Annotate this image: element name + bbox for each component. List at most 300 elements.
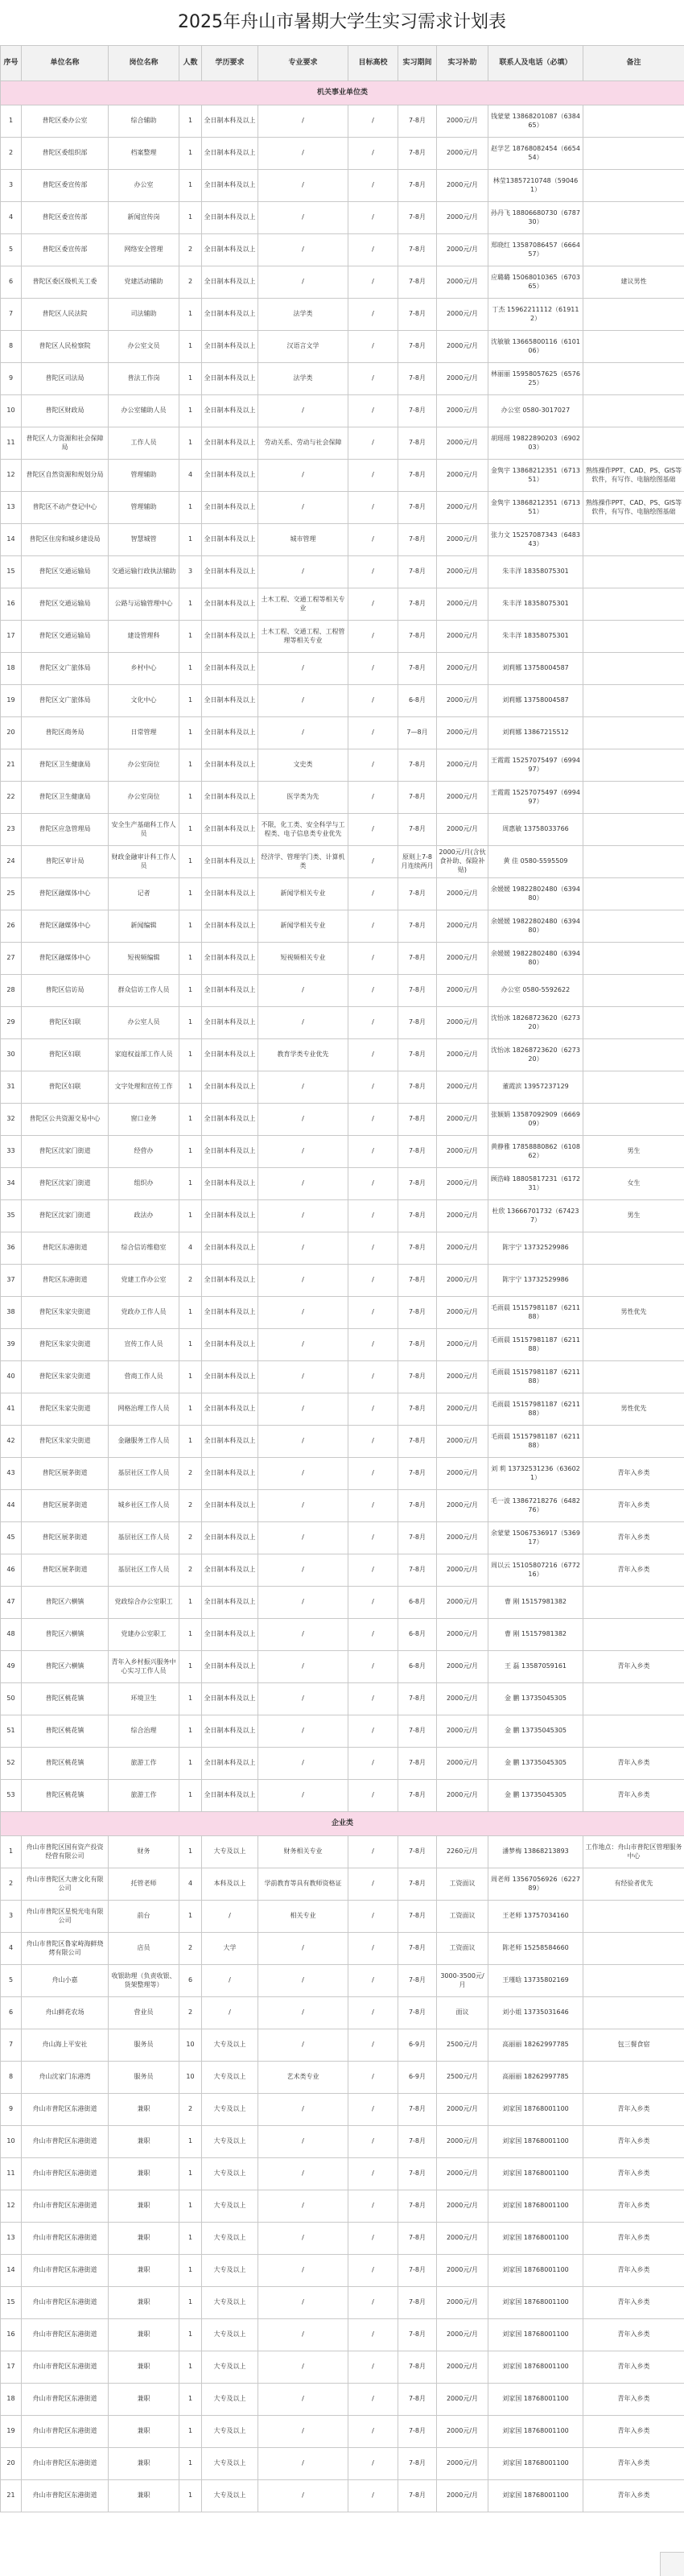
table-cell: 7-8月 [398, 460, 437, 492]
table-cell: 7-8月 [398, 266, 437, 299]
table-cell: 钱蒙蒙 13868201087（638465） [488, 105, 583, 138]
table-cell: 7-8月 [398, 299, 437, 331]
table-cell: 42 [1, 1426, 22, 1458]
table-cell: 2000元/月 [437, 621, 488, 653]
table-cell: 16 [1, 2319, 22, 2351]
table-cell: 2000元/月 [437, 1104, 488, 1136]
table-cell: 兼职 [109, 2223, 179, 2255]
scroll-corner [660, 2552, 684, 2576]
table-cell [583, 846, 684, 878]
table-cell: / [348, 2223, 398, 2255]
table-body [1, 81, 684, 2512]
table-cell: / [348, 782, 398, 814]
table-cell: 1 [179, 2351, 202, 2384]
table-cell: 2 [179, 1933, 202, 1965]
table-row [1, 910, 684, 943]
table-cell: 全日制本科及以上 [202, 556, 258, 588]
table-cell: / [348, 2158, 398, 2190]
table-cell: 10 [1, 2126, 22, 2158]
table-row [1, 1901, 684, 1933]
table-cell: 潘梦梅 13868213893 [488, 1836, 583, 1868]
table-cell: 2500元/月 [437, 2062, 488, 2094]
table-cell: 1 [179, 846, 202, 878]
table-row [1, 782, 684, 814]
table-cell: 7-8月 [398, 1868, 437, 1901]
table-cell: 16 [1, 588, 22, 621]
table-cell: 刘家国 18768001100 [488, 2448, 583, 2480]
table-cell: / [258, 2158, 348, 2190]
table-cell: 普陀区公共资源交易中心 [22, 1104, 109, 1136]
table-cell: 曹 刚 15157981382 [488, 1587, 583, 1619]
table-cell: 51 [1, 1715, 22, 1748]
table-cell [583, 1619, 684, 1651]
table-cell: 大专及以上 [202, 2384, 258, 2416]
table-cell: 5 [1, 234, 22, 266]
table-cell: / [348, 943, 398, 975]
table-cell: / [258, 1780, 348, 1812]
table-cell: 7-8月 [398, 1007, 437, 1039]
table-cell: 王霞霞 15257075497（699497） [488, 749, 583, 782]
table-cell: / [258, 2029, 348, 2062]
table-cell: 顾浩峰 18805817231（617231） [488, 1168, 583, 1200]
table-cell: 基层社区工作人员 [109, 1554, 179, 1587]
table-cell: 7-8月 [398, 878, 437, 910]
table-cell: 智慧城管 [109, 524, 179, 556]
table-cell: 2000元/月 [437, 1361, 488, 1393]
table-cell: 39 [1, 1329, 22, 1361]
table-row [1, 1265, 684, 1297]
table-cell: 刘家国 18768001100 [488, 2255, 583, 2287]
table-cell: 党建办公室职工 [109, 1619, 179, 1651]
table-cell: 18 [1, 2384, 22, 2416]
table-cell: 45 [1, 1522, 22, 1554]
table-cell: 7-8月 [398, 621, 437, 653]
table-cell: 2 [179, 234, 202, 266]
table-cell: 张力文 15257087343（648343） [488, 524, 583, 556]
table-row [1, 2190, 684, 2223]
table-cell [583, 975, 684, 1007]
table-cell: 金隽宇 13868212351（671351） [488, 492, 583, 524]
table-cell: 1 [179, 878, 202, 910]
table-row [1, 1933, 684, 1965]
table-cell: / [348, 138, 398, 170]
table-cell: 青年入乡类 [583, 2351, 684, 2384]
table-cell: 普陀区委办公室 [22, 105, 109, 138]
table-cell: 舟山市普陀区东港街道 [22, 2448, 109, 2480]
table-cell: / [348, 878, 398, 910]
table-cell: 1 [179, 1297, 202, 1329]
table-cell: 新闻学相关专业 [258, 910, 348, 943]
table-cell: 2 [1, 1868, 22, 1901]
table-cell: / [348, 1168, 398, 1200]
table-cell: 2 [179, 1997, 202, 2029]
table-cell: 普陀区应急管理局 [22, 814, 109, 846]
table-cell: 全日制本科及以上 [202, 1651, 258, 1683]
table-cell: 7-8月 [398, 749, 437, 782]
table-cell: 2000元/月 [437, 1619, 488, 1651]
table-row [1, 1619, 684, 1651]
table-cell: / [348, 2062, 398, 2094]
table-cell: / [258, 1619, 348, 1651]
table-cell: 大专及以上 [202, 2416, 258, 2448]
table-row [1, 1522, 684, 1554]
table-row [1, 588, 684, 621]
table-cell: 大专及以上 [202, 2319, 258, 2351]
column-header: 岗位名称 [109, 46, 179, 81]
column-header: 目标高校 [348, 46, 398, 81]
table-cell: 全日制本科及以上 [202, 299, 258, 331]
table-cell: 刘家国 18768001100 [488, 2480, 583, 2512]
table-cell: 13 [1, 492, 22, 524]
table-cell: 7-8月 [398, 910, 437, 943]
table-cell: 7-8月 [398, 653, 437, 685]
table-cell: 乡村中心 [109, 653, 179, 685]
table-row [1, 1104, 684, 1136]
table-cell: 2000元/月 [437, 1393, 488, 1426]
table-cell: 财务 [109, 1836, 179, 1868]
table-cell: / [348, 2287, 398, 2319]
table-cell: 7-8月 [398, 1933, 437, 1965]
table-cell: 47 [1, 1587, 22, 1619]
table-cell: 全日制本科及以上 [202, 331, 258, 363]
table-cell: 经营办 [109, 1136, 179, 1168]
table-cell: 14 [1, 524, 22, 556]
table-cell: 普陀区融媒体中心 [22, 878, 109, 910]
table-cell: 52 [1, 1748, 22, 1780]
table-cell: 2000元/月(含伙食补助、保险补贴) [437, 846, 488, 878]
column-header: 实习补助 [437, 46, 488, 81]
table-cell: 12 [1, 460, 22, 492]
table-cell: / [348, 1039, 398, 1071]
table-cell: 兼职 [109, 2351, 179, 2384]
table-cell: 档案整理 [109, 138, 179, 170]
table-cell: 1 [179, 1361, 202, 1393]
table-row [1, 621, 684, 653]
table-cell: 全日制本科及以上 [202, 1104, 258, 1136]
table-row [1, 1748, 684, 1780]
table-row [1, 234, 684, 266]
table-cell: / [348, 2190, 398, 2223]
table-cell: / [258, 2351, 348, 2384]
table-cell: 2000元/月 [437, 910, 488, 943]
table-cell: 综合治理 [109, 1715, 179, 1748]
table-cell: 胡瑶瑶 19822890203（690203） [488, 427, 583, 460]
table-cell: 7—8月 [398, 717, 437, 749]
table-cell: 陈老师 15258584660 [488, 1933, 583, 1965]
table-cell: 2000元/月 [437, 1587, 488, 1619]
table-cell: 2000元/月 [437, 1136, 488, 1168]
column-header: 专业要求 [258, 46, 348, 81]
table-cell: 普陀区人民检察院 [22, 331, 109, 363]
table-cell: 1 [179, 975, 202, 1007]
table-cell: 青年入乡类 [583, 2255, 684, 2287]
table-cell: 全日制本科及以上 [202, 621, 258, 653]
table-cell: 2000元/月 [437, 556, 488, 588]
table-cell: 1 [179, 1136, 202, 1168]
table-cell: 文化中心 [109, 685, 179, 717]
table-cell: 2 [1, 138, 22, 170]
table-cell: 1 [179, 685, 202, 717]
table-cell: 2000元/月 [437, 170, 488, 202]
table-cell: 大专及以上 [202, 2287, 258, 2319]
table-cell: / [258, 1393, 348, 1426]
table-cell: 金 鹏 13735045305 [488, 1683, 583, 1715]
table-cell: 城市管理 [258, 524, 348, 556]
table-cell: 全日制本科及以上 [202, 1232, 258, 1265]
table-cell: 工资面议 [437, 1868, 488, 1901]
table-cell: 汉语言文学 [258, 331, 348, 363]
page-title: 2025年舟山市暑期大学生实习需求计划表 [178, 12, 506, 32]
table-cell: 7-8月 [398, 1715, 437, 1748]
column-header: 学历要求 [202, 46, 258, 81]
table-cell: 男生 [583, 1200, 684, 1232]
table-cell: 7-8月 [398, 1232, 437, 1265]
table-cell: 店员 [109, 1933, 179, 1965]
table-cell: 舟山市普陀区国有资产投资经营有限公司 [22, 1836, 109, 1868]
table-row [1, 524, 684, 556]
table-cell: 普陀区展茅街道 [22, 1522, 109, 1554]
table-cell: 7-8月 [398, 1458, 437, 1490]
table-cell: / [258, 1748, 348, 1780]
table-cell: 2000元/月 [437, 138, 488, 170]
table-cell: 1 [179, 621, 202, 653]
column-header: 备注 [583, 46, 684, 81]
table-cell: 党政综合办公室职工 [109, 1587, 179, 1619]
table-cell: 19 [1, 685, 22, 717]
table-cell: 兼职 [109, 2480, 179, 2512]
table-cell: 普陀区委组织部 [22, 138, 109, 170]
table-cell: 1 [179, 2287, 202, 2319]
table-cell: 1 [179, 814, 202, 846]
table-cell: 1 [179, 943, 202, 975]
table-cell: 2260元/月 [437, 1836, 488, 1868]
table-cell: 黄静雅 17858880862（610862） [488, 1136, 583, 1168]
table-cell: 49 [1, 1651, 22, 1683]
table-cell: 舟山市普陀区东港街道 [22, 2255, 109, 2287]
table-cell: 新闻编辑 [109, 910, 179, 943]
table-cell: 2000元/月 [437, 685, 488, 717]
table-cell [583, 1933, 684, 1965]
table-cell: 4 [1, 1933, 22, 1965]
table-cell: 2000元/月 [437, 395, 488, 427]
table-cell: 48 [1, 1619, 22, 1651]
table-cell: 1 [1, 1836, 22, 1868]
table-cell: 安全生产基础科工作人员 [109, 814, 179, 846]
table-cell: / [348, 685, 398, 717]
table-cell: 全日制本科及以上 [202, 1587, 258, 1619]
table-cell: 法学类 [258, 299, 348, 331]
table-cell: / [258, 1554, 348, 1587]
table-cell: 旅游工作 [109, 1748, 179, 1780]
table-cell: 全日制本科及以上 [202, 427, 258, 460]
table-cell: 普陀区司法局 [22, 363, 109, 395]
table-cell: 相关专业 [258, 1901, 348, 1933]
table-cell: / [202, 1997, 258, 2029]
table-cell: / [348, 1651, 398, 1683]
table-cell: / [258, 1715, 348, 1748]
table-cell: / [348, 1868, 398, 1901]
table-cell: 普陀区桃花镇 [22, 1748, 109, 1780]
table-cell [583, 814, 684, 846]
table-cell: 7-8月 [398, 2126, 437, 2158]
table-cell: 1 [179, 1836, 202, 1868]
table-cell: 2 [179, 1265, 202, 1297]
table-cell: / [348, 395, 398, 427]
table-cell: / [348, 1136, 398, 1168]
table-cell: 全日制本科及以上 [202, 1748, 258, 1780]
table-cell: 舟山市普陀区星悦光电有限公司 [22, 1901, 109, 1933]
table-cell [583, 1587, 684, 1619]
table-cell: 青年入乡类 [583, 2126, 684, 2158]
table-row [1, 878, 684, 910]
table-cell: 2000元/月 [437, 1297, 488, 1329]
table-cell: 7-8月 [398, 2351, 437, 2384]
table-cell: 1 [179, 1200, 202, 1232]
table-cell: 26 [1, 910, 22, 943]
table-cell: 7-8月 [398, 1168, 437, 1200]
table-cell: 7-8月 [398, 1554, 437, 1587]
table-cell: 1 [179, 2480, 202, 2512]
table-cell: 7-8月 [398, 1200, 437, 1232]
table-cell: 2000元/月 [437, 2223, 488, 2255]
table-cell: 7-8月 [398, 202, 437, 234]
table-cell: 原则上7-8月连续两月 [398, 846, 437, 878]
table-cell: 2000元/月 [437, 1200, 488, 1232]
table-cell: 基层社区工作人员 [109, 1458, 179, 1490]
table-cell: 短视频相关专业 [258, 943, 348, 975]
table-row [1, 2255, 684, 2287]
table-cell: 1 [179, 782, 202, 814]
table-cell: 43 [1, 1458, 22, 1490]
table-cell: 2000元/月 [437, 1168, 488, 1200]
table-cell: 文史类 [258, 749, 348, 782]
table-cell: 1 [179, 492, 202, 524]
table-cell: 全日制本科及以上 [202, 202, 258, 234]
table-cell: / [348, 1965, 398, 1997]
table-cell: 兼职 [109, 2384, 179, 2416]
table-cell: 7-8月 [398, 105, 437, 138]
table-row [1, 1200, 684, 1232]
table-cell: 普陀区六横镇 [22, 1651, 109, 1683]
table-cell: 群众信访工作人员 [109, 975, 179, 1007]
section-label: 企业类 [1, 1812, 684, 1836]
table-cell: 2000元/月 [437, 1265, 488, 1297]
table-cell: 7-8月 [398, 2158, 437, 2190]
table-cell: 全日制本科及以上 [202, 492, 258, 524]
table-cell: 14 [1, 2255, 22, 2287]
table-cell: 办公室 [109, 170, 179, 202]
table-cell: / [258, 1136, 348, 1168]
table-cell: 7-8月 [398, 975, 437, 1007]
table-cell: 1 [179, 910, 202, 943]
table-cell: 舟山市普陀区大唐文化有限公司 [22, 1868, 109, 1901]
table-cell: / [348, 1997, 398, 2029]
table-cell: 全日制本科及以上 [202, 1619, 258, 1651]
table-cell: 普陀区不动产登记中心 [22, 492, 109, 524]
table-cell: 7-8月 [398, 170, 437, 202]
table-cell: 10 [179, 2029, 202, 2062]
table-cell: 日常管理 [109, 717, 179, 749]
table-cell: 全日制本科及以上 [202, 138, 258, 170]
table-cell: 办公室 0580-3017027 [488, 395, 583, 427]
table-cell: 23 [1, 814, 22, 846]
table-cell: 丁杰 15962211112（619112） [488, 299, 583, 331]
table-cell: / [348, 1619, 398, 1651]
table-cell: 2000元/月 [437, 1683, 488, 1715]
table-cell: 7-8月 [398, 2255, 437, 2287]
table-cell: 7 [1, 2029, 22, 2062]
table-cell: 7-8月 [398, 1104, 437, 1136]
section-header-row [1, 81, 684, 105]
table-row [1, 653, 684, 685]
table-cell: 短视频编辑 [109, 943, 179, 975]
table-cell [583, 299, 684, 331]
table-cell: 本科及以上 [202, 1868, 258, 1901]
table-cell: / [348, 2126, 398, 2158]
table-cell: 全日制本科及以上 [202, 814, 258, 846]
table-cell: 7-8月 [398, 1748, 437, 1780]
table-cell: 普陀区卫生健康局 [22, 782, 109, 814]
table-cell: 28 [1, 975, 22, 1007]
table-cell: 7-8月 [398, 2416, 437, 2448]
table-cell: / [348, 1715, 398, 1748]
table-cell: / [348, 1554, 398, 1587]
table-cell: 1 [179, 299, 202, 331]
table-cell: 32 [1, 1104, 22, 1136]
table-cell: 普陀区交通运输局 [22, 588, 109, 621]
table-cell: 13 [1, 2223, 22, 2255]
table-cell: 普陀区东港街道 [22, 1232, 109, 1265]
table-cell [583, 234, 684, 266]
table-cell: 郑晓红 13587086457（666457） [488, 234, 583, 266]
table-cell: 普陀区交通运输局 [22, 556, 109, 588]
table-header-row [1, 46, 684, 81]
table-cell: / [348, 1393, 398, 1426]
table-row [1, 1780, 684, 1812]
table-cell: / [258, 1232, 348, 1265]
table-cell: 2000元/月 [437, 2448, 488, 2480]
table-cell: 46 [1, 1554, 22, 1587]
table-row [1, 1393, 684, 1426]
table-cell: / [348, 556, 398, 588]
table-cell: 全日制本科及以上 [202, 1361, 258, 1393]
table-cell: 面议 [437, 1997, 488, 2029]
table-cell: / [348, 653, 398, 685]
table-cell: 大专及以上 [202, 2062, 258, 2094]
table-cell: / [258, 1587, 348, 1619]
table-cell: 不限，化工类、安全科学与工程类、电子信息类专业优先 [258, 814, 348, 846]
table-cell: 刘家国 18768001100 [488, 2126, 583, 2158]
table-row [1, 975, 684, 1007]
table-cell: 全日制本科及以上 [202, 1490, 258, 1522]
table-row [1, 1651, 684, 1683]
table-cell: 普陀区朱家尖街道 [22, 1393, 109, 1426]
internship-table [0, 45, 684, 2512]
table-cell: 2000元/月 [437, 943, 488, 975]
table-cell: 刘家国 18768001100 [488, 2319, 583, 2351]
table-cell [583, 943, 684, 975]
table-cell: / [348, 331, 398, 363]
table-cell [583, 878, 684, 910]
table-cell: 30 [1, 1039, 22, 1071]
table-cell: 城乡社区工作人员 [109, 1490, 179, 1522]
table-cell: / [348, 1104, 398, 1136]
table-cell: 舟山市普陀区东港街道 [22, 2416, 109, 2448]
table-cell: 15 [1, 556, 22, 588]
table-cell: 7-8月 [398, 943, 437, 975]
table-cell: 2000元/月 [437, 363, 488, 395]
table-cell: 4 [179, 1232, 202, 1265]
